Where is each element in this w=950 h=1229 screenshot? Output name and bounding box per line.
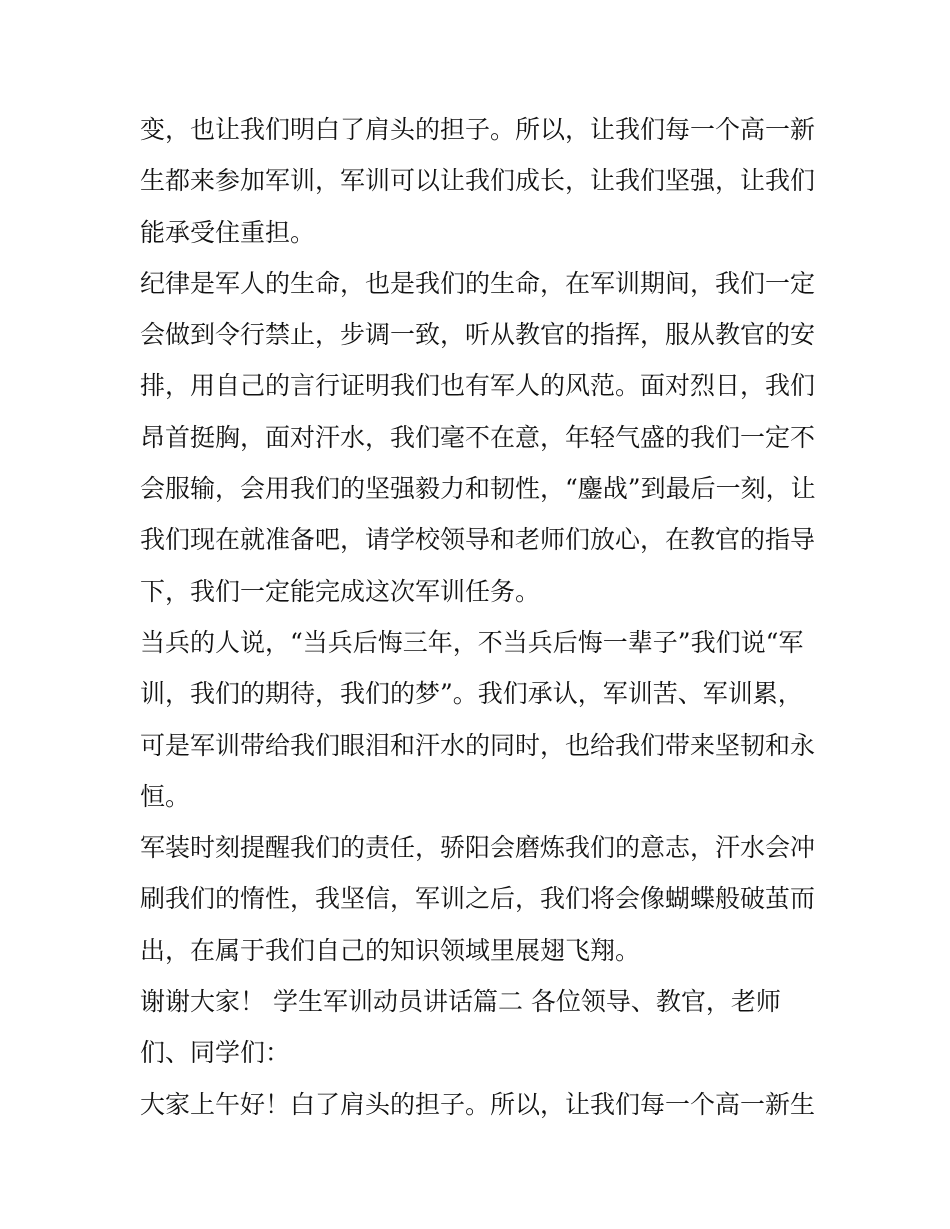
text-line: 排，用自己的言行证明我们也有军人的风范。面对烈日，我们 [140, 371, 816, 401]
text-line: 变，也让我们明白了肩头的担子。所以，让我们每一个高一新 [140, 115, 816, 144]
document-body [140, 104, 830, 1130]
text-line: 谢谢大家！ 学生军训动员讲话篇二 各位领导、教官，老师 [140, 987, 781, 1017]
text-line: 可是军训带给我们眼泪和汗水的同时，也给我们带来坚韧和永 [140, 730, 816, 760]
text-line: 军装时刻提醒我们的责任，骄阳会磨炼我们的意志，汗水会冲 [140, 833, 816, 863]
text-line: 训，我们的期待，我们的梦”。我们承认，军训苦、军训累， [140, 679, 803, 709]
text-line: 大家上午好！白了肩头的担子。所以，让我们每一个高一新生 [140, 1089, 816, 1119]
text-line: 我们现在就准备吧，请学校领导和老师们放心，在教官的指导 [140, 525, 816, 555]
text-line: 生都来参加军训，军训可以让我们成长，让我们坚强，让我们 [140, 166, 816, 196]
text-line: 恒。 [140, 781, 191, 811]
text-line: 刷我们的惰性，我坚信，军训之后，我们将会像蝴蝶般破茧而 [140, 884, 816, 914]
text-line: 当兵的人说，“当兵后悔三年，不当兵后悔一辈子”我们说“军 [140, 627, 804, 657]
text-line: 下，我们一定能完成这次军训任务。 [140, 576, 541, 606]
text-line: 们、同学们： [140, 1038, 291, 1068]
text-line: 能承受住重担。 [140, 217, 316, 247]
text-line: 纪律是军人的生命，也是我们的生命，在军训期间，我们一定 [140, 268, 816, 298]
text-line: 会服输，会用我们的坚强毅力和韧性，“鏖战”到最后一刻，让 [140, 474, 816, 504]
text-line: 出，在属于我们自己的知识领域里展翅飞翔。 [140, 935, 641, 965]
text-line: 昂首挺胸，面对汗水，我们毫不在意，年轻气盛的我们一定不 [140, 422, 816, 452]
text-line: 会做到令行禁止，步调一致，听从教官的指挥，服从教官的安 [140, 320, 816, 350]
